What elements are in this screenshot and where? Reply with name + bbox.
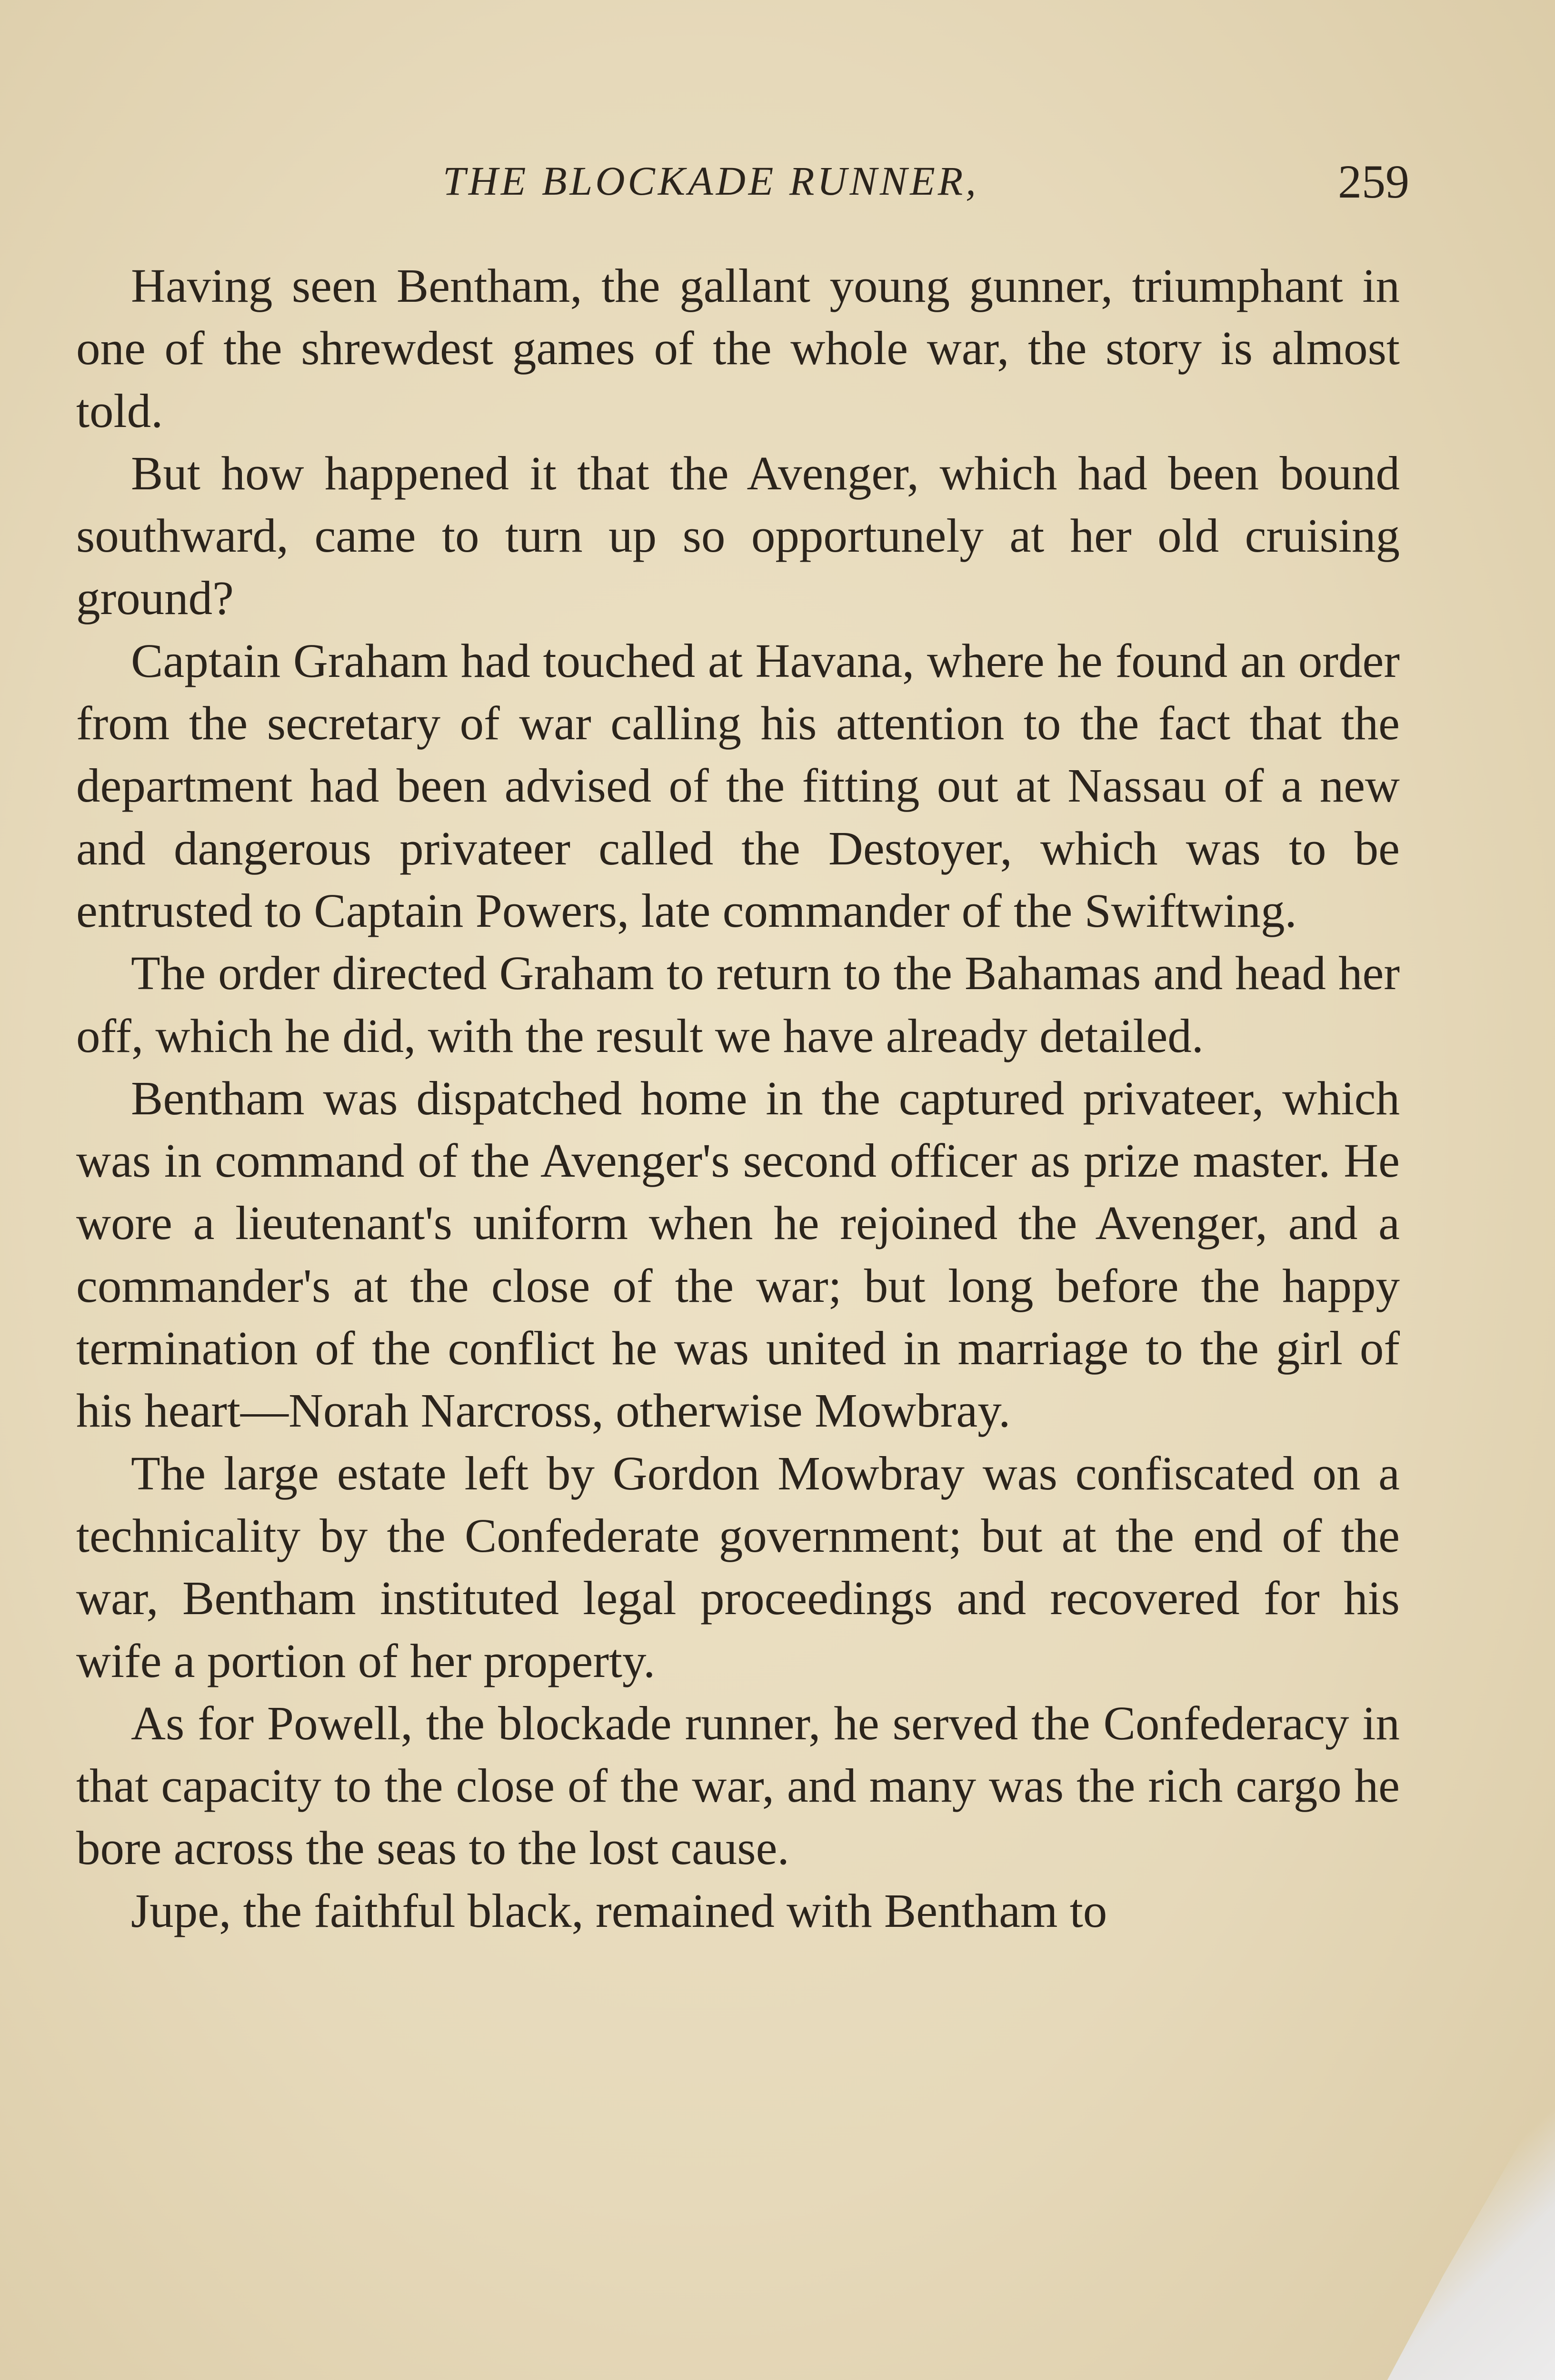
paragraph: As for Powell, the blockade runner, he served the Confederacy in that capacity to the close of the war, and many was the rich cargo he bore across the seas to the lost cause. bbox=[76, 1696, 1400, 1875]
torn-corner bbox=[1307, 2082, 1555, 2380]
paragraph: Having seen Bentham, the gallant young gunner, triumphant in one of the shrewdest games of the whole war, the story is almost told. bbox=[76, 259, 1400, 437]
paragraph: The order directed Graham to return to the Bahamas and head her off, which he did, with the result we have already detailed. bbox=[76, 946, 1400, 1062]
body-text bbox=[76, 255, 1400, 1942]
running-head bbox=[76, 157, 1409, 214]
paragraph: Bentham was dispatched home in the captured privateer, which was in command of the Avenger's second officer as prize master. He wore a lieutenant's uniform when he rejoined the Avenger, and a commander's at the close of the war; but long before the happy termination of the conflict he was united in marriage to the girl of his heart—Norah Narcross, otherwise Mowbray. bbox=[76, 1071, 1400, 1438]
paragraph: But how happened it that the Avenger, which had been bound southward, came to turn up so opportunely at her old cruising ground? bbox=[76, 446, 1400, 625]
paragraph: Captain Graham had touched at Havana, where he found an order from the secretary of war calling his attention to the fact that the department had been advised of the fitting out at Nassau of a new and dangerous privateer called the Destoyer, which was to be entrusted to Captain Powers, late commander of the Swiftwing. bbox=[76, 634, 1400, 937]
paragraph: Jupe, the faithful black, remained with Bentham to bbox=[131, 1884, 1107, 1937]
page-number: 259 bbox=[1338, 155, 1409, 208]
paragraph: The large estate left by Gordon Mowbray was confiscated on a technicality by the Confederate government; but at the end of the war, Bentham instituted legal proceedings and recovered for his wife a portion of her property. bbox=[76, 1446, 1400, 1687]
running-title: THE BLOCKADE RUNNER, bbox=[443, 158, 979, 204]
